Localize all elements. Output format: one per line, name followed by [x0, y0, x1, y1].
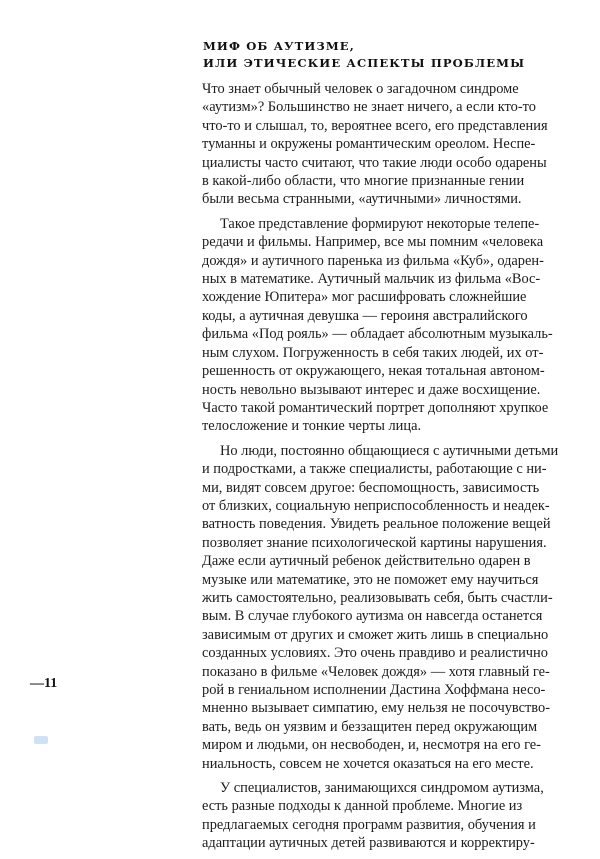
paragraph: [202, 442, 559, 773]
text-line: музыке или математике, это не поможет ему научиться: [202, 571, 539, 588]
text-line: позволяет знание психологической картины нарушения.: [202, 534, 547, 551]
page-number: —11: [30, 676, 58, 691]
text-line: показано в фильме «Человек дождя» — хотя главный ге-: [202, 663, 550, 680]
text-line: вым. В случае глубокого аутизма он навсегда останется: [202, 608, 543, 625]
text-line: ность невольно вызывают интерес и даже восхищение.: [202, 381, 541, 398]
paragraph: [202, 215, 553, 436]
text-line: телосложение и тонкие черты лица.: [202, 418, 422, 435]
heading-line: ИЛИ ЭТИЧЕСКИЕ АСПЕКТЫ ПРОБЛЕМЫ: [203, 55, 526, 70]
paragraph: [202, 80, 548, 209]
text-line: «аутизм»? Большинство не знает ничего, а если кто-то: [202, 99, 536, 116]
body-text: [202, 80, 559, 859]
text-line: фильма «Под рояль» — обладает абсолютным музыкаль-: [202, 326, 553, 343]
text-line: туманны и окружены романтическим ореолом. Неспе-: [202, 136, 536, 153]
text-line: Что знает обычный человек о загадочном синдроме: [202, 81, 519, 97]
text-line: ми, видят совсем другое: беспомощность, зависимость: [202, 479, 540, 496]
text-line: что-то и слышал, то, вероятнее всего, его представления: [202, 117, 548, 134]
text-line: в какой-либо области, что многие признанные гении: [202, 173, 525, 190]
text-line: вать, ведь он уязвим и беззащитен перед окружающим: [202, 718, 538, 735]
text-line: есть разные подходы к данной проблеме. Многие из: [202, 798, 523, 815]
text-line: коды, а аутичная девушка — героиня австралийского: [202, 307, 528, 324]
paragraph: [202, 779, 548, 853]
text-line: от близких, социальную неприспособленность и неадек-: [202, 497, 550, 514]
scan-mark: [34, 736, 48, 744]
text-line: рой в гениальном исполнении Дастина Хоффмана несо-: [202, 682, 546, 698]
text-line: хождение Юпитера» мог расшифровать сложнейшие: [202, 289, 527, 306]
text-line: ным слухом. Погруженность в себя таких людей, их от-: [202, 344, 544, 361]
text-line: предлагаемых сегодня программ развития, обучения и: [202, 816, 536, 833]
text-line: и подростками, а также специалисты, работающие с ни-: [202, 461, 547, 478]
text-line: созданных условиях. Это очень правдиво и реалистично: [202, 645, 548, 662]
text-line: зависимым от других и сможет жить лишь в специально: [202, 626, 549, 643]
text-line: Часто такой романтический портрет дополняют хрупкое: [202, 399, 549, 416]
chapter-heading: [203, 38, 543, 71]
text-line: редачи и фильмы. Например, все мы помним «человека: [202, 234, 544, 251]
text-line: мненно вызывает симпатию, ему нельзя не посочувство-: [202, 700, 550, 717]
text-line: У специалистов, занимающихся синдромом аутизма,: [220, 780, 544, 797]
text-line: решенность от окружающего, некая тотальная автоном-: [202, 363, 545, 380]
text-line: ниальность, совсем не хочется оказаться на его месте.: [202, 755, 534, 772]
text-line: циалисты часто считают, что такие люди особо одарены: [202, 154, 547, 171]
heading-line: МИФ ОБ АУТИЗМЕ,: [203, 39, 355, 53]
text-line: адаптации аутичных детей развиваются и корректиру-: [202, 835, 535, 852]
text-line: Но люди, постоянно общающиеся с аутичными детьми: [220, 442, 559, 459]
text-line: ватность поведения. Увидеть реальное положение вещей: [202, 516, 551, 533]
text-line: ных в математике. Аутичный мальчик из фильма «Вос-: [202, 271, 541, 288]
text-line: Такое представление формируют некоторые телепе-: [220, 215, 540, 232]
text-line: дождя» и аутичного паренька из фильма «Куб», одарен-: [202, 252, 544, 269]
text-line: миром и людьми, он несвободен, и, несмотря на его ге-: [202, 737, 541, 754]
text-line: были весьма странными, «аутичными» личностями.: [202, 191, 522, 208]
text-line: Даже если аутичный ребенок действительно одарен в: [202, 553, 531, 570]
text-line: жить самостоятельно, реализовывать себя, быть счастли-: [202, 589, 553, 606]
